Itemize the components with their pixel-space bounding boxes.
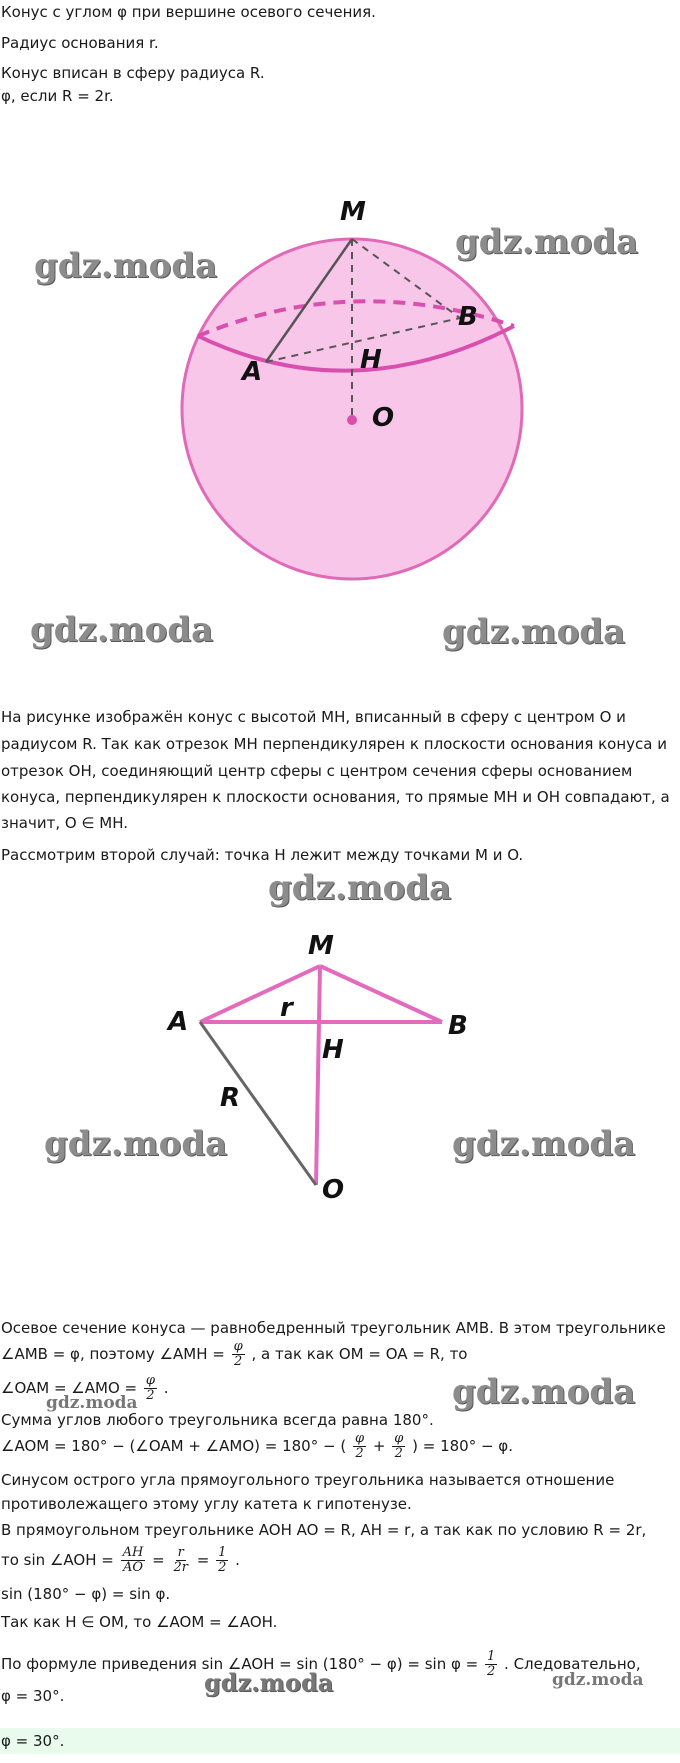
label-B: B (458, 302, 478, 332)
solution-text: + (372, 1437, 386, 1455)
para2: Рассмотрим второй случай: точка H лежит между точками M и O. (1, 846, 524, 864)
intro-line-2: Радиус основания r. (1, 34, 159, 52)
solution-text: = (152, 1551, 165, 1569)
fraction-phi-2: $\frac{\varphi}{2}$ (394, 1431, 404, 1461)
label-O: O (372, 403, 395, 433)
para1-line-5: значит, O ∈ MH. (1, 814, 128, 832)
watermark: gdz.moda (455, 222, 639, 262)
solution-text: , а так как OM = OA = R, то (251, 1345, 468, 1363)
watermark: gdz.moda (552, 1670, 644, 1690)
watermark: gdz.moda (46, 1393, 138, 1413)
solution-text: ) = 180° − φ. (412, 1437, 513, 1455)
watermark: gdz.moda (442, 612, 626, 652)
solution-text: ∠OAM = ∠AMO = (1, 1379, 138, 1397)
segment-MA (200, 966, 320, 1022)
solution-text: . (235, 1551, 240, 1569)
center-O-point (347, 415, 357, 425)
watermark: gdz.moda (34, 246, 218, 286)
solution-line-6: Синусом острого угла прямоугольного треугольника называется отношение (1, 1471, 615, 1489)
solution-text: то sin ∠AOH = (1, 1551, 114, 1569)
intro-line-3: Конус вписан в сферу радиуса R. (1, 64, 265, 82)
label-R: R (220, 1083, 241, 1113)
solution-line-11: Так как H ∈ OM, то ∠AOM = ∠AOH. (1, 1613, 278, 1631)
label-M: M (340, 197, 366, 227)
intro-line-1: Конус с углом φ при вершине осевого сечения. (1, 3, 376, 21)
solution-text: ∠AOM = 180° − (∠OAM + ∠AMO) = 180° − ( (1, 1437, 347, 1455)
segment-MB (320, 966, 442, 1022)
solution-line-9 (1, 1546, 240, 1575)
answer-highlight (0, 1728, 680, 1754)
solution-text: . (163, 1379, 169, 1397)
label-M: M (308, 931, 334, 961)
solution-text: По формуле приведения sin ∠AOH = sin (180° − φ) = sin φ = (1, 1655, 479, 1673)
fraction-r-2r: $\frac{r}{2r}$ (173, 1545, 188, 1575)
label-H: H (360, 345, 382, 375)
para1-line-4: конуса, перпендикулярен к плоскости основания, то прямые MH и OH совпадают, а (1, 788, 670, 806)
label-B: B (448, 1011, 468, 1041)
fraction-phi-2: $\frac{\varphi}{2}$ (145, 1373, 155, 1403)
label-A: A (242, 357, 263, 387)
intro-line-4: φ, если R = 2r. (1, 87, 114, 105)
fraction-phi-2: $\frac{\varphi}{2}$ (354, 1431, 365, 1461)
solution-line-2 (1, 1340, 468, 1369)
answer-line: φ = 30°. (1, 1732, 65, 1750)
solution-line-4: Сумма углов любого треугольника всегда равна 180°. (1, 1411, 434, 1429)
watermark: gdz.moda (452, 1124, 636, 1164)
solution-line-8: В прямоугольном треугольнике AOH AO = R, AH = r, а так как по условию R = 2r, (1, 1521, 647, 1539)
solution-line-10: sin (180° − φ) = sin φ. (1, 1585, 171, 1603)
fraction-1-2: $\frac{1}{2}$ (218, 1545, 227, 1575)
watermark: gdz.moda (268, 868, 452, 908)
label-O: O (322, 1175, 345, 1205)
para1-line-3: отрезок OH, соединяющий центр сферы с центром сечения сферы основанием (1, 762, 633, 780)
watermark: gdz.moda (44, 1124, 228, 1164)
solution-text: ∠AMB = φ, поэтому ∠AMH = (1, 1345, 225, 1363)
label-r: r (280, 993, 293, 1023)
solution-line-5 (1, 1432, 513, 1461)
fraction-phi-2: $\frac{\varphi}{2}$ (233, 1339, 243, 1369)
watermark: gdz.moda (30, 610, 214, 650)
solution-text: . Следовательно, (504, 1655, 641, 1673)
solution-line-7: противолежащего этому углу катета к гипотенузе. (1, 1495, 412, 1513)
fraction-1-2: $\frac{1}{2}$ (486, 1649, 496, 1679)
label-A: A (168, 1007, 189, 1037)
solution-line-1: Осевое сечение конуса — равнобедренный треугольник AMB. В этом треугольнике (1, 1319, 666, 1337)
label-H: H (322, 1035, 344, 1065)
segment-MO (316, 966, 320, 1185)
para1-line-2: радиусом R. Так как отрезок MH перпендикулярен к плоскости основания конуса и (1, 735, 667, 753)
para1-line-1: На рисунке изображён конус с высотой MH, вписанный в сферу с центром O и (1, 708, 626, 726)
solution-text: = (196, 1551, 210, 1569)
watermark: gdz.moda (452, 1372, 636, 1412)
fraction-AH-AO: $\frac{AH}{AO}$ (122, 1545, 144, 1575)
solution-line-13: φ = 30°. (1, 1687, 65, 1705)
watermark: gdz.moda (204, 1668, 334, 1697)
figure-cross-section (0, 920, 680, 1220)
